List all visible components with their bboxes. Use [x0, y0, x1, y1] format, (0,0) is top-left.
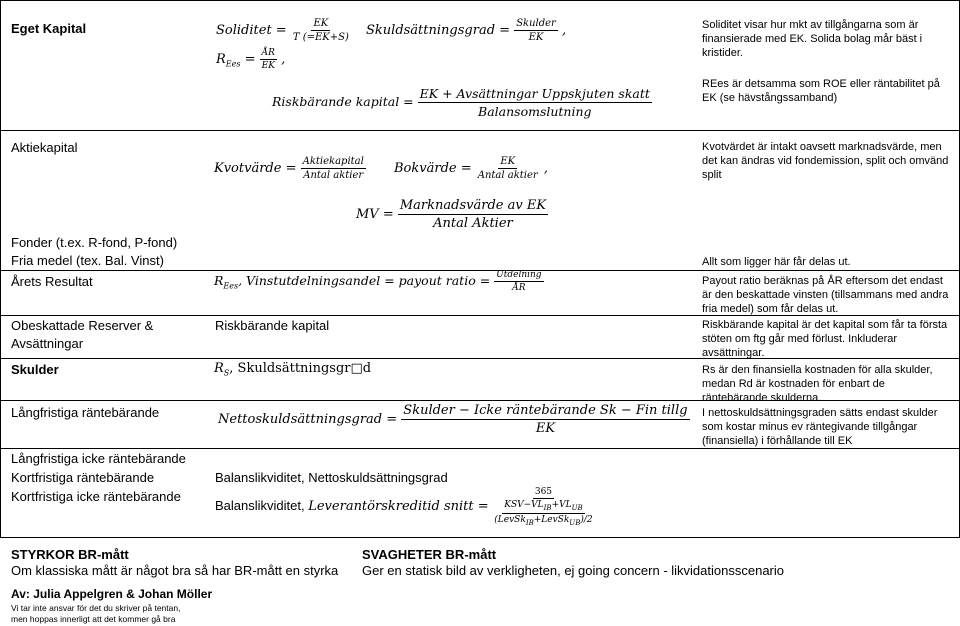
note-kvotvarde: Kvotvärdet är intakt oavsett marknadsvärde, men det kan ändras vid fondemission, split och omvänd split	[702, 141, 949, 182]
leverantorskredittid-mid	[502, 499, 584, 514]
leverantorskredittid-label: Leverantörskreditid snitt =	[308, 499, 489, 515]
leverantorskredittid-formula	[215, 487, 595, 527]
lk-den-sub-b: UB	[569, 518, 581, 527]
rees-denominator: EK	[261, 61, 275, 71]
lk-mid-a: KSV−VL	[504, 500, 544, 510]
comma: ,	[561, 23, 567, 38]
row-label-eget-kapital: Eget Kapital	[11, 21, 87, 36]
row-label-fria-medel: Fria medel (tex. Bal. Vinst)	[11, 253, 164, 268]
kvotvarde-label: Kvotvärde =	[214, 161, 297, 176]
balanslikviditet-text: Balanslikviditet, Nettoskuldsättningsgrad	[215, 470, 448, 485]
row-label-obeskattade-reserver: Obeskattade Reserver & Avsättningar	[11, 318, 154, 351]
note-riskbarande-kapital: Riskbärande kapital är det kapital som får ta första stöten om ftg går med förlust. Inkluderar avsättningar.	[702, 319, 948, 360]
note-soliditet: Soliditet visar hur mkt av tillgångarna som är finansierade med EK. Solida bolag mår bäst i kristider.	[702, 19, 923, 60]
leverantorskredittid-numerator: 365	[534, 487, 553, 497]
nettoskuldsattningsgrad-denominator: EK	[535, 421, 556, 436]
riskbarande-kapital-fraction	[418, 86, 652, 119]
comma: ,	[543, 161, 548, 176]
nettoskuldsattningsgrad-formula	[218, 403, 690, 436]
soliditet-label: Soliditet =	[216, 23, 287, 38]
bokvarde-denominator: Antal aktier	[477, 170, 538, 181]
row-label-fonder: Fonder (t.ex. R-fond, P-fond)	[11, 235, 178, 250]
note-nettoskuldsattningsgrad: I nettoskuldsättningsgraden sätts endast skulder som kostar minus ev räntegivande tillgångar (finansiella) i förhållande till EK	[702, 407, 938, 448]
skuldsattningsgrad-denominator: EK	[528, 32, 544, 43]
table-bottom-border	[0, 537, 960, 538]
rs-subscript: S	[223, 368, 230, 378]
comma: ,	[281, 52, 286, 67]
riskbarande-kapital-formula	[272, 86, 652, 119]
svagheter-text: Ger en statisk bild av verkligheten, ej going concern - likvidationsscenario	[362, 563, 784, 578]
lk-mid-sub-b: UB	[571, 503, 583, 512]
rs-formula	[214, 361, 371, 378]
row-label-langfristiga-icke-rantebarande: Långfristiga icke räntebärande	[11, 451, 186, 466]
rees-equals: =	[244, 52, 256, 67]
payout-ratio-formula	[214, 270, 544, 293]
row-label-kortfristiga-rantebarande: Kortfristiga räntebärande	[11, 470, 155, 485]
kvotvarde-formula	[214, 156, 366, 181]
soliditet-denominator: T (=EK+S)	[292, 32, 349, 43]
nettoskuldsattningsgrad-label: Nettoskuldsättningsgrad =	[218, 412, 398, 427]
rees-subscript: Ees	[225, 59, 241, 69]
bokvarde-fraction	[476, 156, 540, 181]
styrkor-title: STYRKOR BR-mått	[11, 547, 129, 562]
rees-subscript: Ees	[223, 281, 239, 291]
soliditet-fraction	[291, 18, 351, 43]
skuldsattningsgrad-fraction	[514, 18, 558, 43]
payout-ratio-denominator: ÅR	[512, 283, 526, 293]
styrkor-text: Om klassiska mått är något bra så har BR-mått en styrka	[11, 563, 339, 578]
bokvarde-formula	[394, 156, 548, 181]
skuldsattningsgrad-numerator: Skulder	[516, 18, 556, 29]
riskbarande-kapital-label: Riskbärande kapital =	[272, 94, 414, 109]
riskbarande-kapital-denominator: Balansomslutning	[478, 104, 592, 119]
lk-mid-sub-a: IB	[543, 503, 552, 512]
mv-denominator: Antal Aktier	[433, 216, 513, 231]
payout-ratio-fraction	[494, 270, 543, 293]
rs-text: , Skuldsättningsgr□d	[229, 361, 372, 376]
lk-den-b: +LevSk	[533, 514, 570, 525]
lk-den-c: )/2	[580, 514, 593, 525]
bokvarde-label: Bokvärde =	[394, 161, 472, 176]
kvotvarde-fraction	[301, 156, 366, 181]
svagheter-title: SVAGHETER BR-mått	[362, 547, 497, 562]
note-payout-ratio: Payout ratio beräknas på ÅR eftersom det endast är den beskattade vinsten (tillsammans med andra fria medel) som får delas ut.	[702, 275, 949, 316]
table-left-border	[0, 0, 1, 538]
table-top-border	[0, 0, 960, 1]
nettoskuldsattningsgrad-fraction	[401, 403, 689, 436]
leverantorskredittid-denominator	[492, 514, 594, 527]
riskbarande-kapital-numerator: EK + Avsättningar Uppskjuten skatt	[419, 86, 650, 101]
payout-ratio-numerator: Utdelning	[496, 270, 542, 280]
row-label-kortfristiga-icke-rantebarande: Kortfristiga icke räntebärande	[11, 489, 181, 504]
mv-fraction	[398, 198, 548, 231]
lk-mid-b: +VL	[551, 500, 572, 510]
note-rs: Rs är den finansiella kostnaden för alla skulder, medan Rd är kostnaden för enbart de räntebärande skulderna.	[702, 364, 933, 405]
row-label-aktiekapital: Aktiekapital	[11, 140, 78, 155]
disclaimer-line-2: men hoppas innerligt att det kommer gå bra	[11, 614, 176, 624]
note-rees: REes är detsamma som ROE eller räntabilitet på EK (se hävstångssamband)	[702, 78, 940, 105]
nettoskuldsattningsgrad-numerator: Skulder − Icke räntebärande Sk − Fin tillg	[403, 403, 688, 418]
bokvarde-numerator: EK	[500, 156, 516, 167]
soliditet-numerator: EK	[313, 18, 329, 29]
mv-numerator: Marknadsvärde av EK	[399, 198, 547, 213]
row-label-langfristiga-rantebarande: Långfristiga räntebärande	[11, 405, 160, 420]
rees-r: R	[216, 52, 226, 67]
skuldsattningsgrad-formula	[366, 18, 566, 43]
rees-fraction	[260, 48, 277, 71]
disclaimer-line-1: Vi tar inte ansvar för det du skriver på tentan,	[11, 603, 181, 613]
balanslikviditet-label: Balanslikviditet,	[215, 498, 305, 514]
soliditet-formula	[216, 18, 351, 43]
lk-den-sub-a: IB	[525, 518, 534, 527]
row-label-arets-resultat: Årets Resultat	[11, 274, 93, 289]
mv-label: MV =	[356, 207, 394, 222]
rees-numerator: ÅR	[261, 48, 275, 58]
row-label-skulder: Skulder	[11, 362, 59, 377]
kvotvarde-denominator: Antal aktier	[303, 170, 364, 181]
authors: Av: Julia Appelgren & Johan Möller	[11, 587, 213, 601]
riskbarande-kapital-text: Riskbärande kapital	[215, 318, 330, 333]
rees-formula	[216, 48, 285, 71]
leverantorskredittid-fraction	[492, 487, 594, 527]
row-divider	[0, 130, 960, 131]
lk-den-a: (LevSk	[494, 514, 526, 525]
rees-r: R	[214, 273, 224, 288]
mv-formula	[356, 198, 548, 231]
rs-r: R	[214, 361, 224, 376]
skuldsattningsgrad-label: Skuldsättningsgrad =	[366, 23, 511, 38]
kvotvarde-numerator: Aktiekapital	[302, 156, 364, 167]
payout-ratio-text: , Vinstutdelningsandel = payout ratio =	[238, 273, 491, 288]
note-fria-medel: Allt som ligger här får delas ut.	[702, 256, 851, 268]
